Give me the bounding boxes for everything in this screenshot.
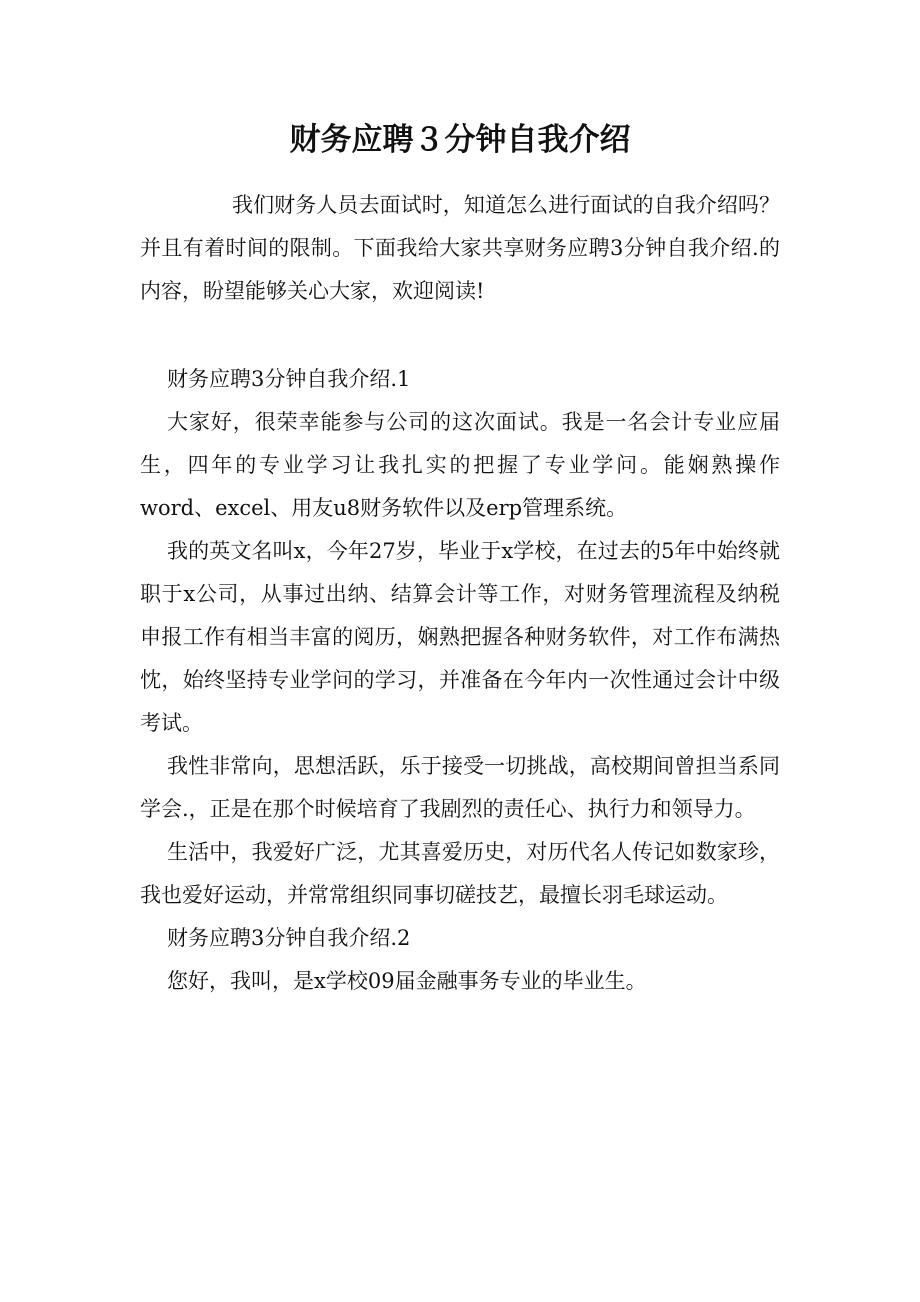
section-1-paragraph-2: 我的英文名叫x，今年27岁，毕业于x学校，在过去的5年中始终就职于x公司，从事过出纳、结算会计等工作，对财务管理流程及纳税申报工作有相当丰富的阅历，娴熟把握各种财务软件，对工作布满热忱，始终坚持专业学问的学习，并准备在今年内一次性通过会计中级考试。 xyxy=(140,539,780,735)
section-2-heading: 财务应聘3分钟自我介绍.2 xyxy=(167,926,411,950)
document-title: 财务应聘３分钟自我介绍 xyxy=(289,122,631,158)
section-1-paragraph-4: 生活中，我爱好广泛，尤其喜爱历史，对历代名人传记如数家珍，我也爱好运动，并常常组织同事切磋技艺，最擅长羽毛球运动。 xyxy=(140,840,780,907)
section-1-paragraph-1: 大家好，很荣幸能参与公司的这次面试。我是一名会计专业应届生，四年的专业学习让我扎实的把握了专业学问。能娴熟操作word、excel、用友u8财务软件以及erp管理系统。 xyxy=(140,410,780,520)
document-body xyxy=(140,184,780,1003)
section-1-paragraph-3: 我性非常向，思想活跃，乐于接受一切挑战，高校期间曾担当系同学会.，正是在那个时候培育了我剧烈的责任心、执行力和领导力。 xyxy=(140,754,780,821)
section-2-paragraph-1: 您好，我叫，是x学校09届金融事务专业的毕业生。 xyxy=(167,969,647,993)
section-spacer xyxy=(140,313,780,358)
section-1-heading: 财务应聘3分钟自我介绍.1 xyxy=(167,367,411,391)
intro-paragraph: 我们财务人员去面试时，知道怎么进行面试的自我介绍吗？并且有着时间的限制。下面我给大家共享财务应聘3分钟自我介绍.的内容，盼望能够关心大家，欢迎阅读! xyxy=(140,193,780,303)
